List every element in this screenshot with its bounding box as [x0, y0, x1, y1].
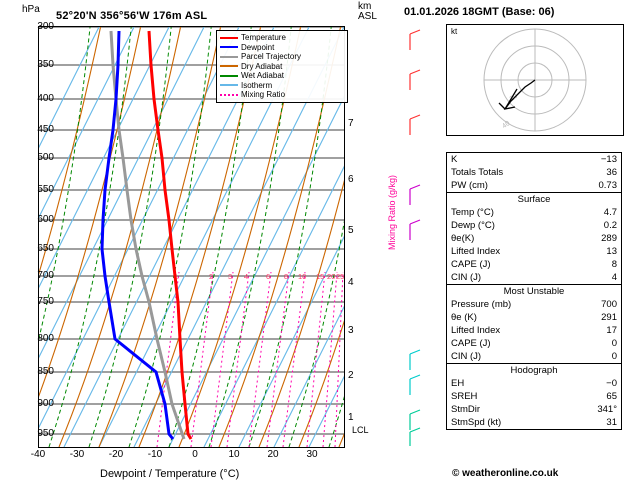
index-value: 36: [606, 167, 617, 178]
legend-item: [220, 71, 344, 81]
index-value: 0.73: [598, 180, 617, 191]
pressure-tick: 400: [37, 93, 54, 104]
index-value: 0: [611, 338, 617, 349]
legend-label: Dewpoint: [241, 42, 275, 52]
index-row: [447, 350, 621, 363]
most-unstable-section: [446, 284, 622, 363]
pressure-tick: 750: [37, 296, 54, 307]
legend-label: Temperature: [241, 33, 286, 42]
pressure-tick: 500: [37, 152, 54, 163]
pressure-unit-label: hPa: [22, 4, 40, 15]
pressure-tick: 450: [37, 124, 54, 135]
index-row: [447, 337, 621, 350]
hodograph-title: Hodograph: [510, 365, 558, 376]
surface-section: [446, 192, 622, 284]
index-label: CIN (J): [451, 272, 482, 283]
index-row: [447, 153, 621, 166]
temp-tick: 30: [306, 449, 318, 460]
svg-text:6: 6: [266, 272, 271, 281]
wind-barb-column: [400, 24, 428, 449]
index-row: [447, 179, 621, 192]
legend-swatch-dry-adiabat: [220, 65, 238, 67]
svg-text:1: 1: [174, 272, 179, 281]
legend-item: [220, 90, 344, 100]
temp-tick: 20: [267, 449, 279, 460]
km-tick: 4: [348, 277, 354, 288]
index-value: 4.7: [603, 207, 617, 218]
index-value: 65: [606, 391, 617, 402]
index-label: SREH: [451, 391, 478, 402]
legend-item: [220, 52, 344, 62]
index-row: [447, 271, 621, 284]
index-value: 291: [601, 312, 617, 323]
index-value: 4: [611, 272, 617, 283]
svg-text:2: 2: [209, 272, 214, 281]
legend-swatch-parcel: [220, 56, 238, 58]
legend-label: Wet Adiabat: [241, 71, 284, 80]
svg-text:20: 20: [327, 272, 336, 281]
lcl-label: LCL: [352, 425, 369, 435]
index-label: Lifted Index: [451, 246, 501, 257]
hodograph-panel: [446, 24, 624, 136]
index-value: 8: [611, 259, 617, 270]
chart-legend: [216, 30, 348, 103]
km-tick: 1: [348, 412, 354, 423]
temp-tick: 10: [228, 449, 240, 460]
index-value: 289: [601, 233, 617, 244]
km-tick: 3: [348, 325, 354, 336]
legend-label: Isotherm: [241, 80, 273, 90]
index-row: [447, 324, 621, 337]
most-unstable-title: Most Unstable: [503, 286, 565, 297]
index-label: Temp (°C): [451, 207, 494, 218]
svg-text:15: 15: [316, 272, 325, 281]
legend-label: Dry Adiabat: [241, 61, 283, 71]
svg-text:3: 3: [228, 272, 233, 281]
legend-swatch-isotherm: [220, 84, 238, 86]
index-value: 700: [601, 299, 617, 310]
index-row: [447, 166, 621, 179]
hodograph-unit-label: kt: [451, 27, 458, 36]
pressure-tick: 900: [37, 398, 54, 409]
legend-swatch-mixing-ratio: [220, 94, 238, 96]
pressure-tick: 850: [37, 366, 54, 377]
svg-text:25: 25: [336, 272, 344, 281]
km-asl-label: km ASL: [358, 1, 377, 22]
index-value: 0: [611, 351, 617, 362]
index-value: −0: [606, 378, 617, 389]
temp-tick: -30: [69, 449, 85, 460]
index-label: EH: [451, 378, 465, 389]
index-label: Dewp (°C): [451, 220, 495, 231]
km-tick: 6: [348, 174, 354, 185]
index-label: PW (cm): [451, 180, 488, 191]
pressure-tick: 300: [37, 21, 54, 32]
x-axis-title: Dewpoint / Temperature (°C): [100, 468, 240, 480]
index-label: Totals Totals: [451, 167, 504, 178]
index-value: 13: [606, 246, 617, 257]
index-value: 0.2: [603, 220, 617, 231]
index-row: [447, 298, 621, 311]
svg-text:8: 8: [284, 272, 289, 281]
legend-item: [220, 33, 344, 43]
index-label: CIN (J): [451, 351, 482, 362]
legend-label: Parcel Trajectory: [241, 52, 302, 61]
index-value: −13: [600, 154, 617, 165]
station-title: 52°20'N 356°56'W 176m ASL: [56, 10, 208, 22]
indices-top-section: [446, 152, 622, 192]
index-row: [447, 377, 621, 390]
temp-tick: 0: [192, 449, 198, 460]
mixing-ratio-axis-label: Mixing Ratio (g/kg): [387, 174, 397, 250]
svg-text:4: 4: [244, 272, 249, 281]
credit-label: © weatheronline.co.uk: [452, 468, 559, 479]
legend-item: [220, 43, 344, 53]
pressure-tick: 650: [37, 243, 54, 254]
index-label: CAPE (J): [451, 338, 491, 349]
pressure-tick: 550: [37, 184, 54, 195]
temp-tick: -10: [147, 449, 163, 460]
legend-swatch-temperature: [220, 37, 238, 39]
index-value: 31: [606, 417, 617, 428]
svg-text:10: 10: [298, 272, 307, 281]
index-value: 17: [606, 325, 617, 336]
temp-tick: -20: [108, 449, 124, 460]
index-label: Lifted Index: [451, 325, 501, 336]
km-tick: 5: [348, 225, 354, 236]
index-row: [447, 311, 621, 324]
legend-label: Mixing Ratio: [241, 90, 286, 99]
pressure-tick: 700: [37, 270, 54, 281]
index-label: K: [451, 154, 458, 165]
index-label: CAPE (J): [451, 259, 491, 270]
svg-text:40: 40: [501, 120, 512, 131]
pressure-tick: 350: [37, 59, 54, 70]
hodograph-section: [446, 363, 622, 430]
run-datetime: 01.01.2026 18GMT (Base: 06): [404, 6, 555, 18]
index-label: Pressure (mb): [451, 299, 512, 310]
index-row: [447, 258, 621, 271]
index-value: 341°: [597, 404, 617, 415]
temp-tick: -40: [30, 449, 46, 460]
legend-swatch-wet-adiabat: [220, 75, 238, 77]
legend-swatch-dewpoint: [220, 46, 238, 48]
index-row: [447, 206, 621, 219]
pressure-tick: 950: [37, 428, 54, 439]
index-label: θe (K): [451, 312, 477, 323]
index-row: [447, 403, 621, 416]
pressure-tick: 800: [37, 333, 54, 344]
legend-item: [220, 81, 344, 91]
svg-text:20: 20: [508, 92, 520, 103]
index-label: θe(K): [451, 233, 475, 244]
index-row: [447, 416, 621, 429]
index-row: [447, 219, 621, 232]
pressure-tick: 600: [37, 214, 54, 225]
km-tick: 2: [348, 370, 354, 381]
index-row: [447, 232, 621, 245]
index-label: StmDir: [451, 404, 481, 415]
surface-title: Surface: [517, 194, 551, 205]
index-row: [447, 390, 621, 403]
index-label: StmSpd (kt): [451, 417, 502, 428]
index-row: [447, 245, 621, 258]
km-tick: 7: [348, 118, 354, 129]
legend-item: [220, 62, 344, 72]
indices-tables: [446, 152, 622, 430]
